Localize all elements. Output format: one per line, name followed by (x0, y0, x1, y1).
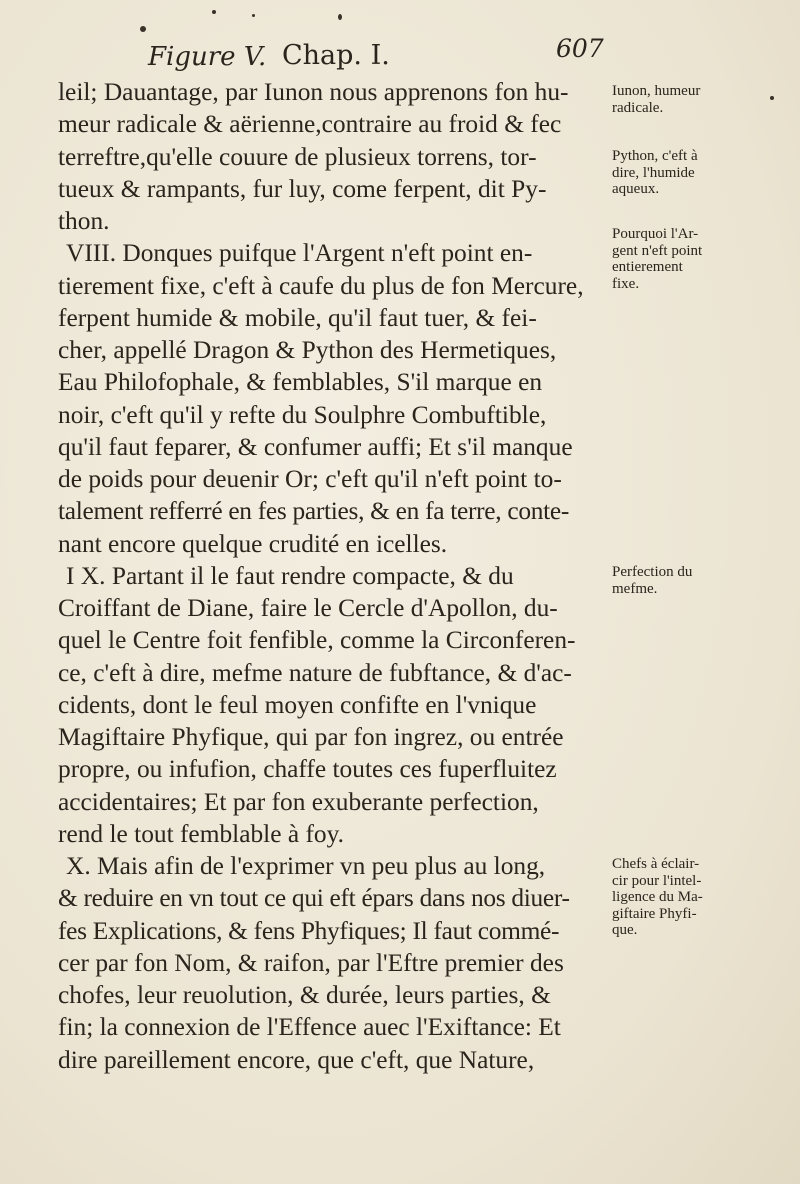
margin-note-line: Pourquoi l'Ar- (612, 226, 699, 242)
text-line: ce, c'eft à dire, mefme nature de fubftance, & d'ac- (58, 658, 572, 687)
margin-note-line: mefme. (612, 580, 658, 597)
margin-note-line: Python, c'eft à (612, 148, 698, 164)
text-line: qu'il faut feparer, & confumer auffi; Et s'il manque (58, 432, 573, 461)
text-line: fin; la connexion de l'Effence auec l'Exiftance: Et (58, 1013, 561, 1042)
text-line: rend le tout femblable à foy. (58, 819, 345, 848)
text-line: Croiffant de Diane, faire le Cercle d'Apollon, du- (58, 594, 558, 622)
text-line: thon. (58, 207, 110, 235)
margin-note-line: ligence du Ma- (612, 889, 703, 905)
text-line: ferpent humide & mobile, qu'il faut tuer, & fei- (58, 303, 537, 332)
text-line: Magiftaire Phyfique, qui par fon ingrez, ou entrée (58, 723, 564, 751)
margin-note (612, 148, 798, 198)
text-line: cidents, dont le feul moyen confifte en l'vnique (58, 690, 537, 719)
margin-note-line: gent n'eft point (612, 242, 703, 259)
text-line: noir, c'eft qu'il y refte du Soulphre Combuftible, (58, 400, 547, 429)
text-line: quel le Centre foit fenfible, comme la Circonferen- (58, 626, 576, 655)
margin-note-line: Perfection du (612, 564, 693, 580)
text-line: de poids pour deuenir Or; c'eft qu'il n'eft point to- (58, 465, 562, 493)
text-line: propre, ou infufion, chaffe toutes ces fuperfluitez (58, 755, 557, 784)
margin-note (612, 226, 798, 292)
margin-note-line: que. (612, 922, 638, 938)
margin-note-line: entierement (612, 259, 683, 275)
margin-note (612, 856, 798, 939)
main-text-block (58, 76, 610, 1076)
text-line: nant encore quelque crudité en icelles. (58, 529, 448, 558)
text-line: fes Explications, & fens Phyfiques; Il faut commé- (58, 916, 560, 945)
text-line: leil; Dauantage, par Iunon nous apprenons fon hu- (58, 78, 569, 106)
header-figure: Figure V. (148, 42, 267, 72)
header-chapter: Chap. I. (282, 40, 390, 71)
text-line: terreftre,qu'elle couure de plusieux torrens, tor- (58, 142, 537, 171)
margin-note-line: fixe. (612, 275, 640, 292)
margin-note-line: Iunon, humeur (612, 83, 701, 99)
margin-note-line: dire, l'humide (612, 164, 695, 181)
text-line: dire pareillement encore, que c'eft, que Nature, (58, 1045, 535, 1074)
text-line: talement refferré en fes parties, & en fa terre, conte- (58, 497, 570, 526)
paragraph-start-line: X. Mais afin de l'exprimer vn peu plus au long, (66, 852, 546, 880)
text-line: cher, appellé Dragon & Python des Hermetiques, (58, 336, 557, 364)
margin-note-line: radicale. (612, 99, 664, 116)
paragraph-start-line: I X. Partant il le faut rendre compacte, & du (66, 561, 514, 590)
margin-note (612, 564, 798, 597)
margin-note-line: cir pour l'intel- (612, 872, 702, 889)
paragraph-start-line: VIII. Donques puifque l'Argent n'eft point en- (66, 239, 533, 268)
text-line: & reduire en vn tout ce qui eft épars dans nos diuer- (58, 884, 570, 913)
text-line: meur radicale & aërienne,contraire au froid & fec (58, 110, 562, 139)
text-line: accidentaires; Et par fon exuberante perfection, (58, 787, 539, 816)
text-line: chofes, leur reuolution, & durée, leurs parties, & (58, 981, 551, 1009)
margin-note-line: Chefs à éclair- (612, 856, 700, 872)
margin-note-line: giftaire Phyfi- (612, 905, 697, 922)
text-line: tueux & rampants, fur luy, come ferpent, dit Py- (58, 174, 547, 203)
text-line: Eau Philofophale, & femblables, S'il marque en (58, 368, 543, 397)
running-header (0, 34, 800, 74)
page-number: 607 (556, 34, 604, 63)
text-line: tierement fixe, c'eft à caufe du plus de fon Mercure, (58, 271, 584, 300)
text-line: cer par fon Nom, & raifon, par l'Eftre premier des (58, 948, 564, 977)
margin-note-line: aqueux. (612, 181, 660, 197)
margin-note (612, 83, 798, 116)
